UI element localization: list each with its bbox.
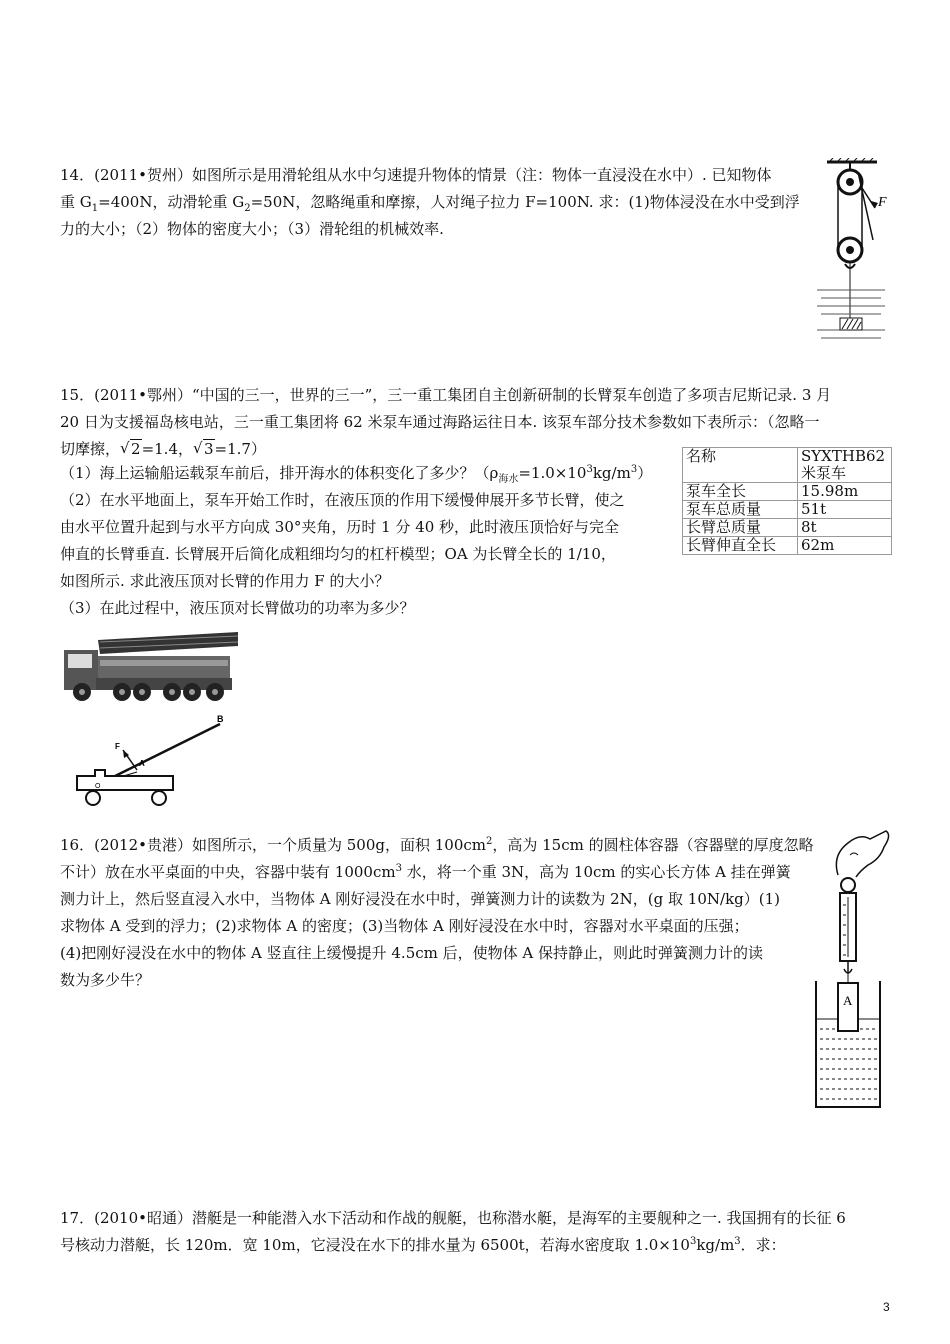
q15-part-2-line-4: 如图所示. 求此液压顶对长臂的作用力 F 的大小？ (60, 572, 390, 590)
q15-line-3: 切摩擦，√ 2=1.4，√ 3=1.7） (60, 436, 900, 463)
table-cell: 长臂总质量 (683, 519, 798, 537)
q16-line-5: (4)把刚好浸没在水中的物体 A 竖直往上缓慢提升 4.5cm 后，使物体 A 保持静止，则此时弹簧测力计的读 (60, 944, 764, 962)
q16-line-1: 16．(2012•贵港）如图所示，一个质量为 500g，面积 $100cm^2$，高为 15cm 的圆柱体容器（容器壁的厚度忽略 (60, 836, 814, 854)
question-17 (60, 1205, 900, 1259)
q17-line-2: 号核动力潜艇，长 120m．宽 10m，它浸没在水下的排水量为 6500t，若海水密度取 $1.0\times 10^3kg/m^3$．求： (60, 1236, 786, 1254)
lever-model-figure (75, 712, 240, 812)
q16-line-6: 数为多少牛？ (60, 971, 151, 989)
pump-truck-spec-table (682, 447, 892, 555)
q15-line-2: 20 日为支援福岛核电站，三一重工集团将 62 米泵车通过海路运往日本. 该泵车部分技术参数如下表所示：（忽略一 (60, 413, 820, 431)
sqrt-three: √ 3 (193, 436, 215, 463)
q15-part-3: （3）在此过程中，液压顶对长臂做功的功率为多少？ (60, 599, 415, 617)
question-16 (60, 832, 820, 994)
table-cell: 名称 (683, 448, 798, 483)
q14-line-3: 力的大小；（2）物体的密度大小；（3）滑轮组的机械效率. (60, 220, 444, 238)
q15-line-1: 15．(2011•鄂州）“中国的三一，世界的三一”，三一重工集团自主创新研制的长臂泵车创造了多项吉尼斯记录. 3 月 (60, 386, 832, 404)
table-row (683, 537, 892, 555)
table-cell: 51t (798, 501, 892, 519)
question-14 (60, 162, 820, 243)
force-label: F (878, 195, 887, 210)
table-row (683, 448, 892, 483)
q15-part-2-line-1: （2）在水平地面上，泵车开始工作时，在液压顶的作用下缓慢伸展开多节长臂，使之 (60, 491, 625, 509)
q14-line-1: 14．(2011•贺州）如图所示是用滑轮组从水中匀速提升物体的情景（注：物体一直浸没在水中）. 已知物体 (60, 166, 772, 184)
table-row (683, 519, 892, 537)
table-cell: 长臂伸直全长 (683, 537, 798, 555)
point-b-label: B (217, 714, 224, 724)
force-f-label: F (115, 742, 120, 751)
table-cell: SYXTHB62 米泵车 (798, 448, 892, 483)
point-a-label: A (139, 759, 145, 768)
table-cell: 15.98m (798, 483, 892, 501)
q15-part-1: （1）海上运输船运载泵车前后，排开海水的体积变化了多少？$(\rho_{海水}=1.0\times 10^3kg/m^3)$ (60, 464, 653, 485)
question-15-parts (60, 460, 675, 622)
q16-line-4: 求物体 A 受到的浮力；(2)求物体 A 的密度；(3)当物体 A 刚好浸没在水中时，容器对水平桌面的压强； (60, 917, 749, 935)
table-cell: 62m (798, 537, 892, 555)
object-a-label: A (843, 993, 853, 1008)
q15-part-2-line-3: 伸直的长臂垂直. 长臂展开后简化成粗细均匀的杠杆模型；OA 为长臂全长的 1/10， (60, 545, 616, 563)
q16-line-3: 测力计上，然后竖直浸入水中，当物体 A 刚好浸没在水中时，弹簧测力计的读数为 2N，(g 取 10N/kg）(1) (60, 890, 781, 908)
sqrt-two: √ 2 (120, 436, 142, 463)
page-number: 3 (883, 1300, 890, 1314)
table-row (683, 483, 892, 501)
table-cell: 8t (798, 519, 892, 537)
q16-line-2: 不计）放在水平桌面的中央，容器中装有 $1000cm^3$ 水，将一个重 3N，高为 10cm 的实心长方体 A 挂在弹簧 (60, 863, 791, 881)
pump-truck-photo (60, 620, 240, 710)
table-cell: 泵车总质量 (683, 501, 798, 519)
table-cell: 泵车全长 (683, 483, 798, 501)
q17-line-1: 17．(2010•昭通）潜艇是一种能潜入水下活动和作战的舰艇，也称潜水艇，是海军的主要舰种之一. 我国拥有的长征 6 (60, 1209, 846, 1227)
q15-part-2-line-2: 由水平位置升起到与水平方向成 30°夹角，历时 1 分 40 秒，此时液压顶恰好与完全 (60, 518, 620, 536)
q14-line-2: 重 $G_1=400N$，动滑轮重 $G_2=50N$，忽略绳重和摩擦，人对绳子拉力 F=100N. 求：(1)物体浸没在水中受到浮 (60, 193, 800, 214)
table-row (683, 501, 892, 519)
spring-scale-container-figure (810, 825, 895, 1115)
pulley-system-figure (815, 158, 895, 343)
point-o-label: O (95, 783, 101, 790)
